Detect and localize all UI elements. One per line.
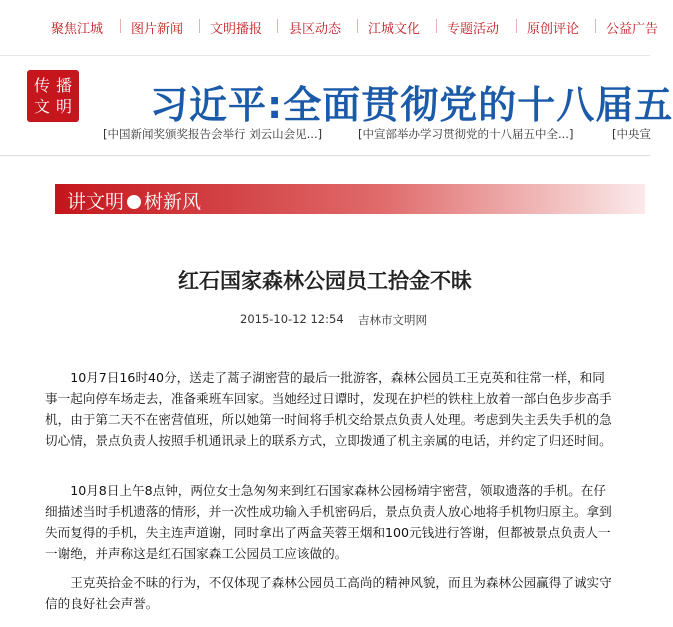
section-title	[67, 187, 201, 214]
divider	[0, 155, 650, 156]
ticker-item[interactable]: [中央宣	[612, 127, 651, 141]
nav-item-culture[interactable]: 江城文化	[368, 22, 421, 37]
nav-separator	[436, 19, 437, 33]
article-source: 吉林市文明网	[358, 313, 427, 327]
nav-separator	[277, 19, 278, 33]
nav-item-photo-news[interactable]: 图片新闻	[131, 22, 184, 37]
nav-item-special-events[interactable]: 专题活动	[447, 22, 500, 37]
section-title-right: 树新风	[144, 191, 202, 213]
nav-separator	[595, 19, 596, 33]
section-title-left: 讲文明	[67, 191, 125, 213]
logo-char: 播	[55, 76, 72, 95]
nav-item-public-ads[interactable]: 公益广告	[606, 22, 659, 37]
article-title: 红石国家森林公园员工拾金不昧	[178, 268, 472, 293]
nav-item-civilization-broadcast[interactable]: 文明播报	[210, 22, 263, 37]
nav-separator	[357, 19, 358, 33]
article-paragraph: 10月8日上午8点钟，两位女士急匆匆来到红石国家森林公园杨靖宇密营，领取遗落的手机。在仔细描述当时手机遗落的情形，并一次性成功输入手机密码后，景点负责人放心地将手机物归原主。拿到失而复得的手机，失主连声道谢，同时拿出了两盒芙蓉王烟和100元钱进行答谢，但都被景点负责人一一谢绝，并声称这是红石国家森工公园员工应该做的。	[45, 483, 612, 561]
article-date: 2015-10-12 12:54	[240, 312, 344, 326]
ticker-item[interactable]: [中宣部举办学习贯彻党的十八届五中全...]	[358, 127, 574, 141]
nav-separator	[516, 19, 517, 33]
banner-headline[interactable]: 习近平:全面贯彻党的十八届五	[150, 83, 673, 127]
section-header	[55, 184, 645, 214]
article-paragraph: 王克英拾金不昧的行为，不仅体现了森林公园员工高尚的精神风貌，而且为森林公园赢得了诚实守信的良好社会声誉。	[45, 575, 612, 611]
logo-char: 文	[33, 97, 50, 116]
article-paragraph: 10月7日16时40分，送走了蒿子湖密营的最后一批游客，森林公园员工王克英和往常一样，和同事一起向停车场走去，准备乘班车回家。当她经过日谭时，发现在护栏的铁柱上放着一部白色步步高手机，由于第二天不在密营值班，所以她第一时间将手机交给景点负责人处理。考虑到失主丢失手机的急切心情，景点负责人按照手机通讯录上的联系方式，立即拨通了机主亲属的电话，并约定了归还时间。	[45, 370, 612, 448]
nav-separator	[120, 19, 121, 33]
top-navigation	[0, 0, 659, 56]
nav-item-original-comments[interactable]: 原创评论	[527, 22, 580, 37]
nav-item-county-news[interactable]: 县区动态	[289, 22, 342, 37]
news-ticker	[0, 122, 650, 146]
logo-char: 明	[55, 97, 72, 116]
ticker-item[interactable]: [中国新闻奖颁奖报告会举行 刘云山会见...]	[103, 127, 323, 141]
nav-separator	[199, 19, 200, 33]
bullet-dot-icon	[127, 195, 141, 209]
site-logo[interactable]	[27, 70, 79, 122]
nav-item-focus[interactable]: 聚焦江城	[51, 22, 104, 37]
logo-char: 传	[33, 76, 50, 95]
